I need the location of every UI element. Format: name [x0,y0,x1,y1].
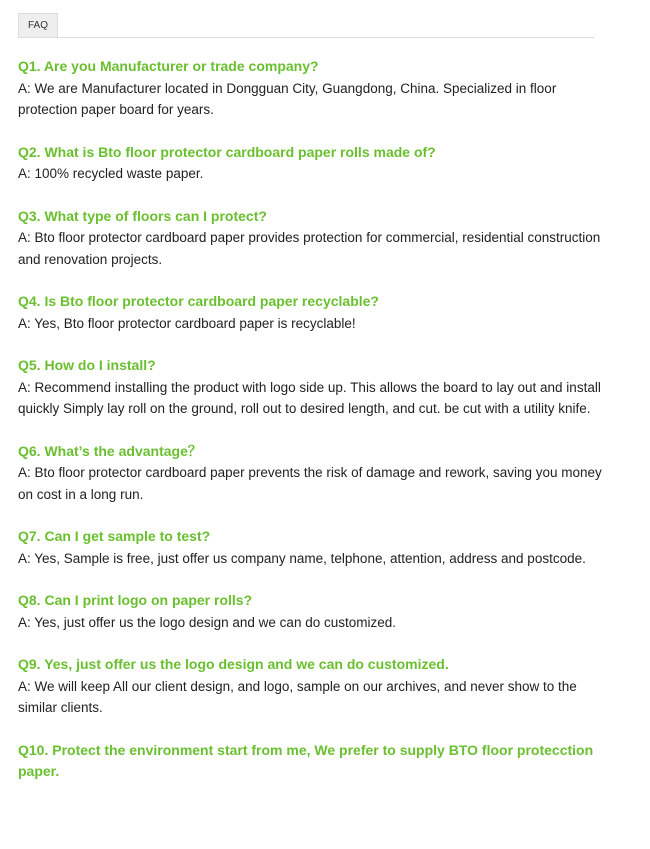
faq-question: Q6. What’s the advantage？ [18,442,202,459]
faq-item [18,291,618,334]
faq-answer: A: Yes, Sample is free, just offer us company name, telphone, attention, address and postcode. [18,550,586,566]
faq-item [18,441,618,506]
faq-answer: A: Recommend installing the product with logo side up. This allows the board to lay out and install quickly Simply lay roll on the ground, roll out to desired length, and cut. be cut with a utility knife. [18,379,601,416]
faq-question: Q10. Protect the environment start from me, We prefer to supply BTO floor protecction paper. [18,741,594,779]
faq-answer: A: Yes, Bto floor protector cardboard paper is recyclable! [18,315,356,331]
faq-question: Q5. How do I install? [18,357,156,373]
faq-item [18,526,618,569]
faq-question: Q2. What is Bto floor protector cardboard paper rolls made of? [18,143,436,160]
faq-list [18,56,618,804]
faq-question: Q7. Can I get sample to test? [18,528,211,544]
faq-item [18,142,618,185]
faq-question: Q9. Yes, just offer us the logo design and we can do customized. [18,656,449,672]
faq-answer: A: Bto floor protector cardboard paper provides protection for commercial, residential construction and renovation projects. [18,230,601,267]
faq-answer: A: We are Manufacturer located in Dongguan City, Guangdong, China. Specialized in floor protection paper board for years. [18,80,557,117]
faq-answer: A: 100% recycled waste paper. [18,166,204,181]
faq-item [18,355,618,420]
faq-item [18,206,618,271]
faq-item [18,654,618,719]
faq-answer: A: Bto floor protector cardboard paper prevents the risk of damage and rework, saving you money on cost in a long run. [18,465,602,502]
faq-answer: A: Yes, just offer us the logo design and we can do customized. [18,614,396,630]
faq-item [18,590,618,633]
faq-item [18,740,618,783]
tab-faq[interactable]: FAQ [18,13,58,37]
faq-answer: A: We will keep All our client design, and logo, sample on our archives, and never show to the similar clients. [18,678,577,715]
tab-bar [18,10,594,38]
faq-question: Q8. Can I print logo on paper rolls? [18,592,253,608]
faq-question: Q3. What type of floors can I protect? [18,207,267,224]
faq-question: Q4. Is Bto floor protector cardboard paper recyclable? [18,293,379,309]
faq-question: Q1. Are you Manufacturer or trade company? [18,58,319,74]
faq-item [18,56,618,121]
